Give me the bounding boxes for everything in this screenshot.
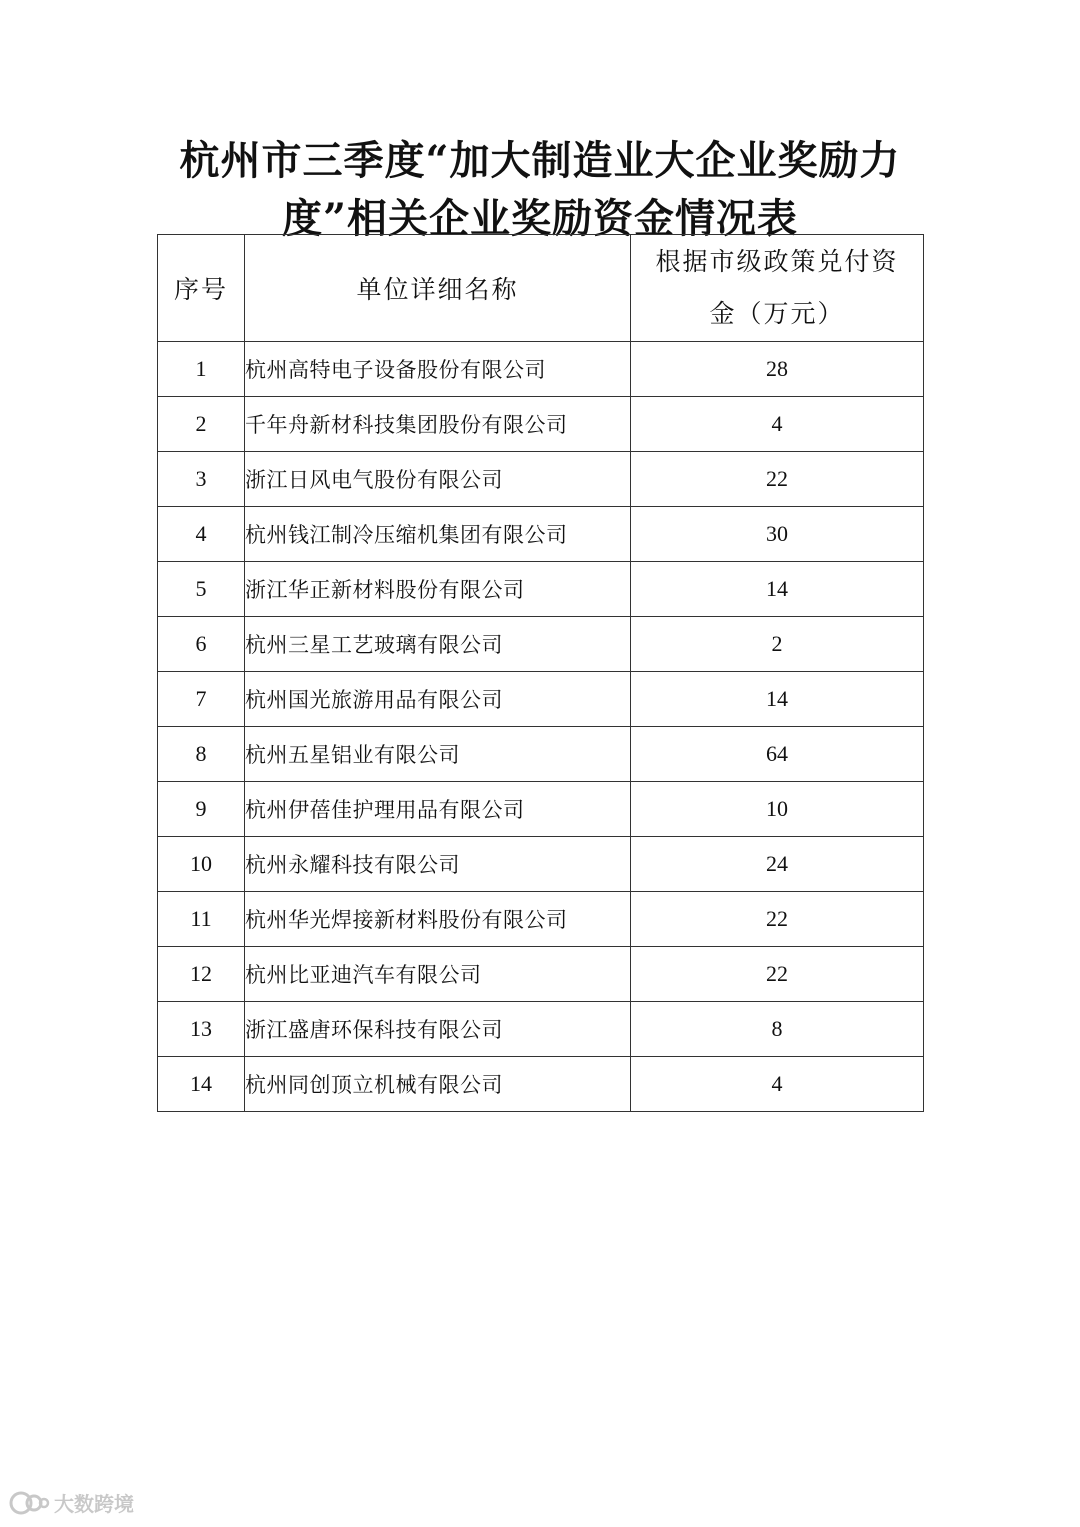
cell-company-name: 浙江华正新材料股份有限公司	[245, 562, 631, 617]
cell-company-name: 杭州伊蓓佳护理用品有限公司	[245, 782, 631, 837]
table-row	[158, 1002, 924, 1057]
table-row	[158, 562, 924, 617]
title-line-1: 杭州市三季度“加大制造业大企业奖励力	[179, 137, 901, 184]
table-row	[158, 947, 924, 1002]
cell-company-name: 杭州国光旅游用品有限公司	[245, 672, 631, 727]
cell-amount: 4	[631, 1057, 924, 1112]
cell-seq: 12	[158, 947, 245, 1002]
table-row	[158, 397, 924, 452]
cell-company-name: 千年舟新材科技集团股份有限公司	[245, 397, 631, 452]
cell-amount: 28	[631, 342, 924, 397]
page-title	[150, 132, 930, 248]
cell-amount: 14	[631, 672, 924, 727]
table-row	[158, 617, 924, 672]
cell-amount: 8	[631, 1002, 924, 1057]
cell-amount: 10	[631, 782, 924, 837]
table-row	[158, 892, 924, 947]
cell-company-name: 浙江盛唐环保科技有限公司	[245, 1002, 631, 1057]
header-amount: 根据市级政策兑付资金（万元）	[631, 235, 924, 342]
table-row	[158, 672, 924, 727]
cell-seq: 11	[158, 892, 245, 947]
table-row	[158, 782, 924, 837]
watermark-logo-icon	[8, 1490, 50, 1516]
watermark	[8, 1488, 134, 1517]
table-row	[158, 507, 924, 562]
cell-seq: 13	[158, 1002, 245, 1057]
cell-company-name: 杭州比亚迪汽车有限公司	[245, 947, 631, 1002]
title-line-2: 度”相关企业奖励资金情况表	[281, 195, 798, 242]
cell-company-name: 杭州钱江制冷压缩机集团有限公司	[245, 507, 631, 562]
cell-amount: 22	[631, 947, 924, 1002]
award-table	[157, 234, 924, 1112]
table-body	[158, 342, 924, 1112]
table-header-row	[158, 235, 924, 342]
cell-seq: 10	[158, 837, 245, 892]
cell-company-name: 杭州同创顶立机械有限公司	[245, 1057, 631, 1112]
cell-amount: 64	[631, 727, 924, 782]
cell-seq: 14	[158, 1057, 245, 1112]
cell-seq: 9	[158, 782, 245, 837]
header-name: 单位详细名称	[245, 235, 631, 342]
cell-company-name: 杭州永耀科技有限公司	[245, 837, 631, 892]
cell-amount: 14	[631, 562, 924, 617]
header-seq: 序号	[158, 235, 245, 342]
cell-seq: 4	[158, 507, 245, 562]
table-row	[158, 837, 924, 892]
cell-amount: 22	[631, 452, 924, 507]
cell-company-name: 杭州三星工艺玻璃有限公司	[245, 617, 631, 672]
cell-seq: 1	[158, 342, 245, 397]
cell-company-name: 杭州五星铝业有限公司	[245, 727, 631, 782]
cell-amount: 22	[631, 892, 924, 947]
table-row	[158, 1057, 924, 1112]
cell-seq: 7	[158, 672, 245, 727]
watermark-text: 大数跨境	[54, 1492, 134, 1516]
cell-seq: 2	[158, 397, 245, 452]
cell-amount: 30	[631, 507, 924, 562]
table-row	[158, 342, 924, 397]
cell-company-name: 浙江日风电气股份有限公司	[245, 452, 631, 507]
cell-amount: 2	[631, 617, 924, 672]
cell-seq: 8	[158, 727, 245, 782]
cell-seq: 5	[158, 562, 245, 617]
cell-company-name: 杭州高特电子设备股份有限公司	[245, 342, 631, 397]
cell-amount: 24	[631, 837, 924, 892]
cell-amount: 4	[631, 397, 924, 452]
table-row	[158, 727, 924, 782]
cell-seq: 3	[158, 452, 245, 507]
table-row	[158, 452, 924, 507]
cell-seq: 6	[158, 617, 245, 672]
cell-company-name: 杭州华光焊接新材料股份有限公司	[245, 892, 631, 947]
